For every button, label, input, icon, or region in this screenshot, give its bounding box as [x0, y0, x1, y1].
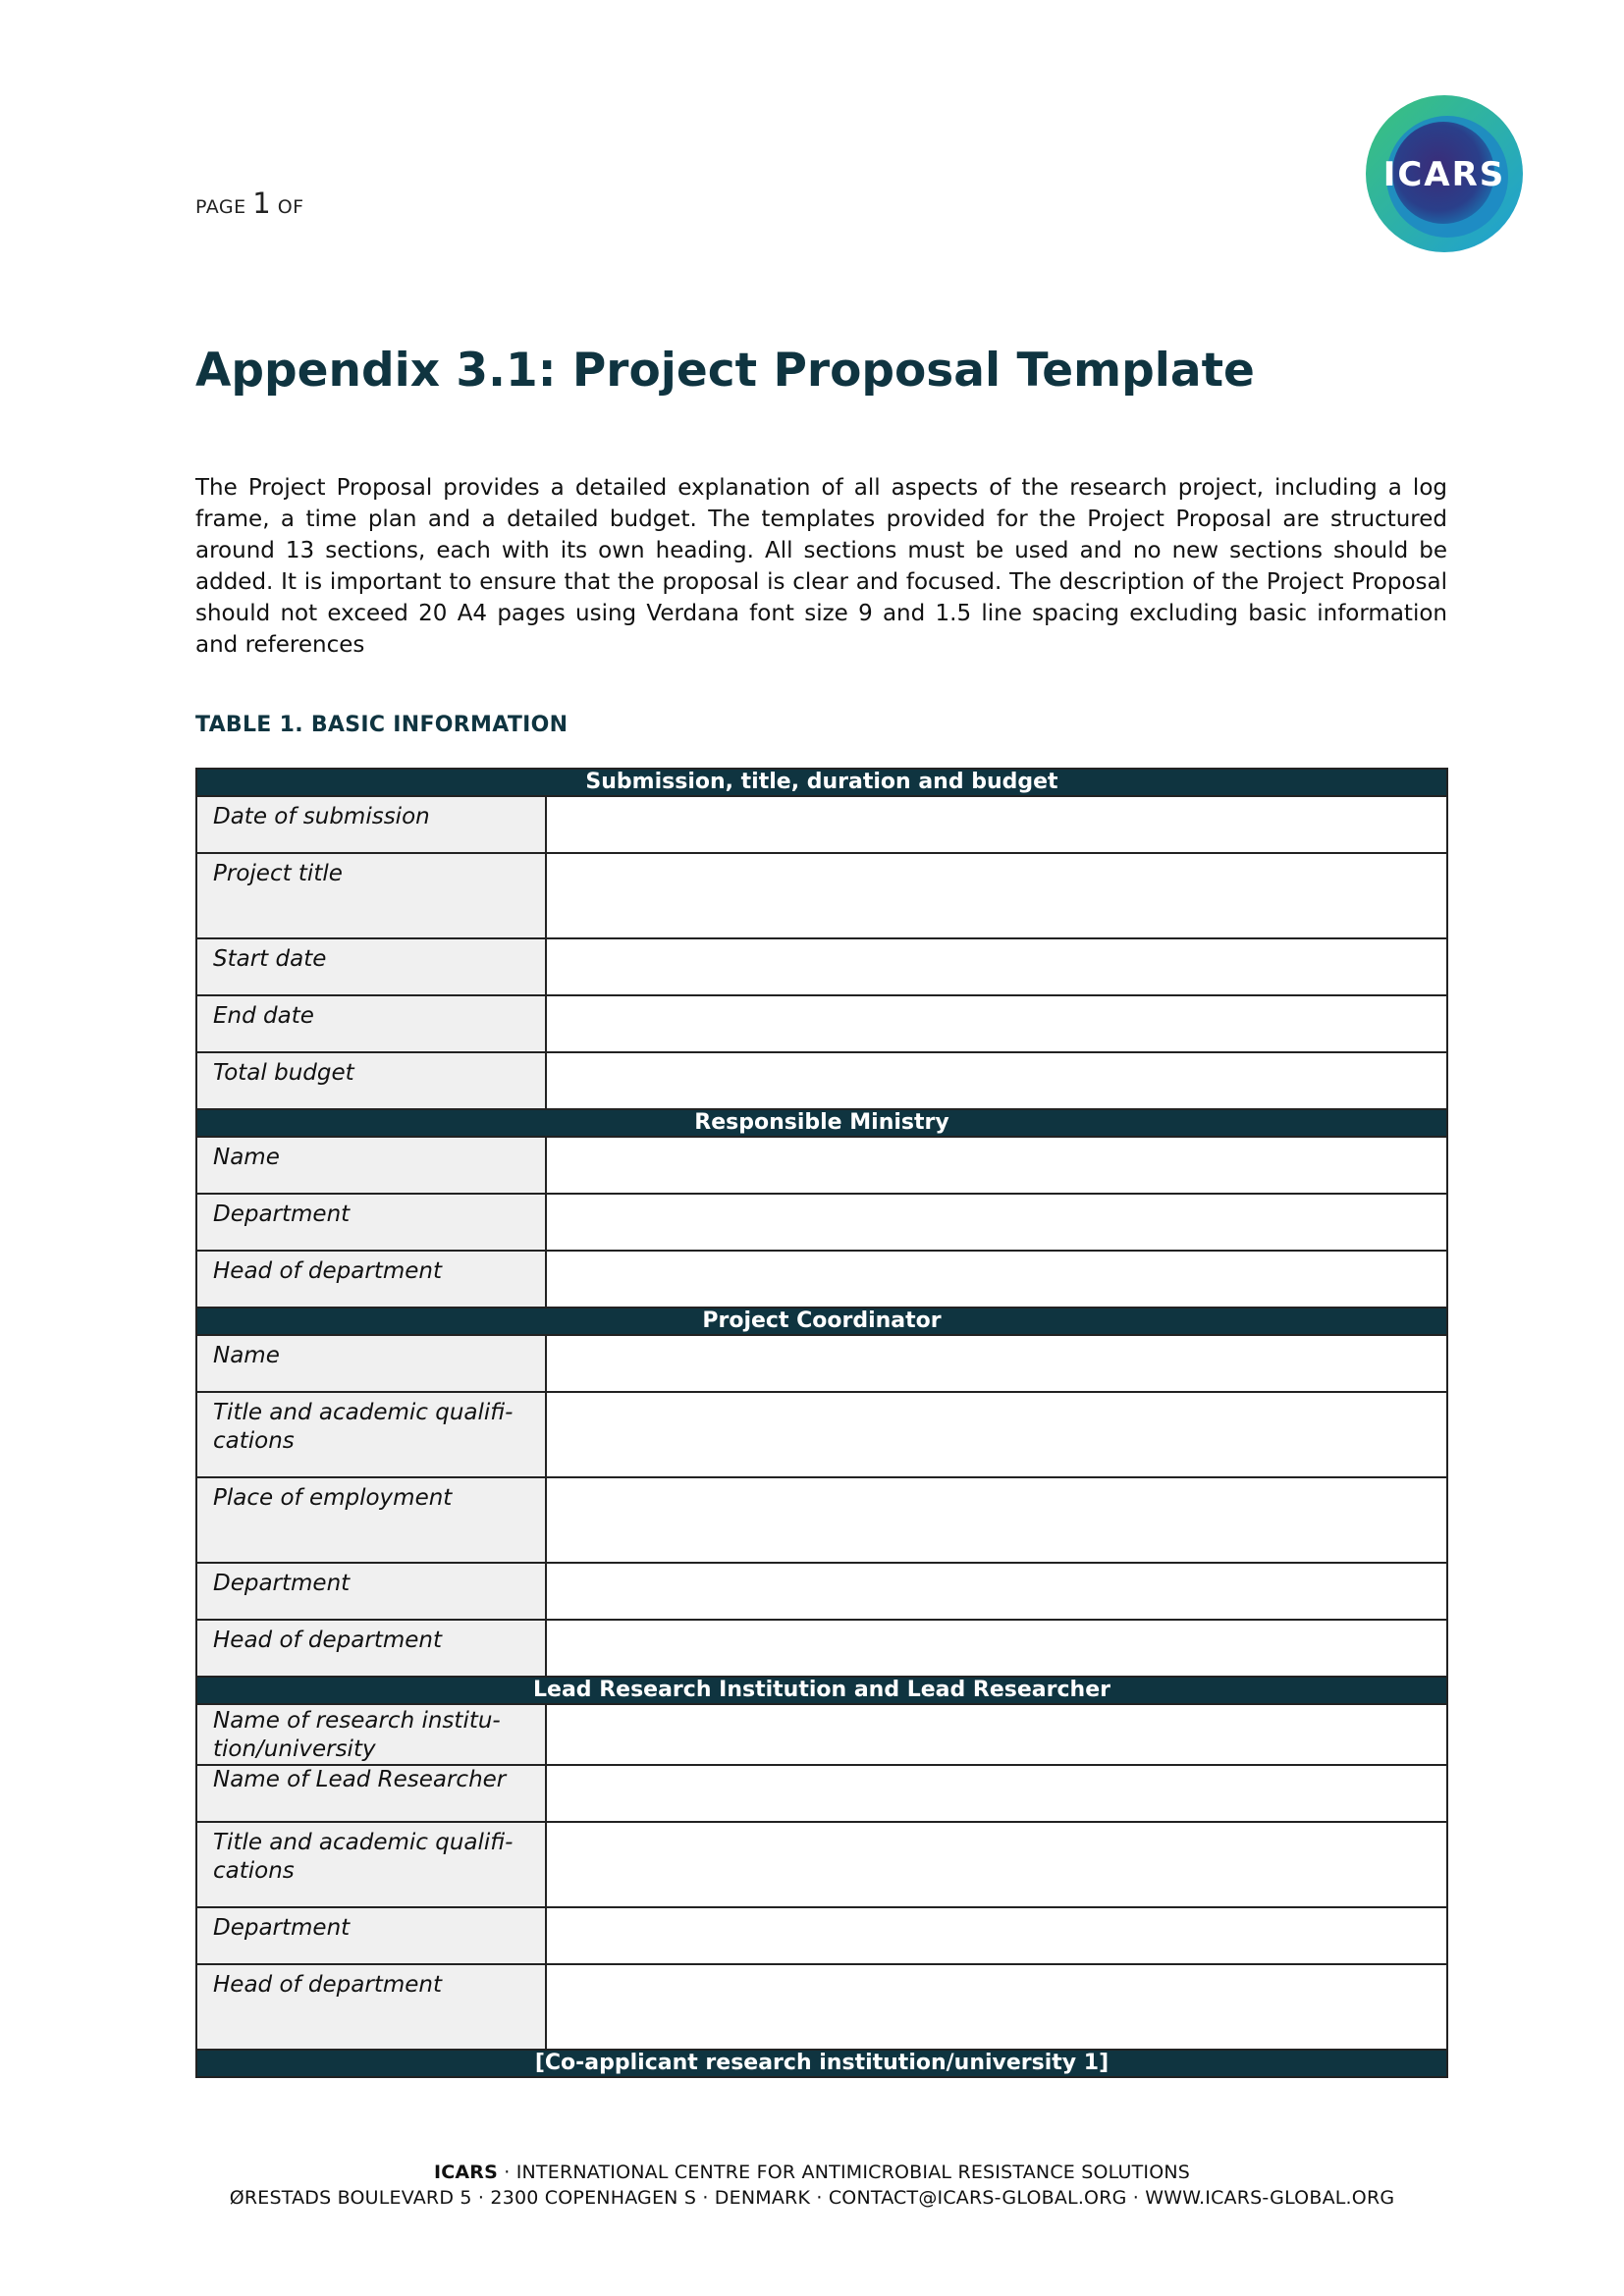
- table-row: [196, 1477, 1447, 1563]
- table-row: [196, 1251, 1447, 1308]
- ministry-name-field[interactable]: [546, 1137, 1447, 1194]
- lead-researcher-department-field[interactable]: [546, 1907, 1447, 1964]
- footer-org-line: [0, 2160, 1624, 2185]
- page-of-label: OF: [277, 196, 304, 216]
- coordinator-qualifications-field[interactable]: [546, 1392, 1447, 1477]
- total-budget-field[interactable]: [546, 1052, 1447, 1109]
- table-row: [196, 1964, 1447, 2050]
- page-number: 1: [252, 187, 272, 216]
- lead-researcher-qualifications-field[interactable]: [546, 1822, 1447, 1907]
- field-label: Name: [196, 1137, 546, 1194]
- page-title: Appendix 3.1: Project Proposal Template: [195, 344, 1255, 398]
- section-header-row: [196, 1109, 1447, 1137]
- section-title: [Co-applicant research institution/university 1]: [196, 2050, 1447, 2077]
- ministry-head-of-department-field[interactable]: [546, 1251, 1447, 1308]
- field-label: Department: [196, 1194, 546, 1251]
- section-header-row: [196, 1308, 1447, 1335]
- section-header-row: [196, 769, 1447, 796]
- coordinator-name-field[interactable]: [546, 1335, 1447, 1392]
- page-footer: [0, 2160, 1624, 2211]
- end-date-field[interactable]: [546, 995, 1447, 1052]
- field-label: Project title: [196, 853, 546, 938]
- field-label: Name of Lead Researcher: [196, 1765, 546, 1822]
- lead-researcher-name-field[interactable]: [546, 1765, 1447, 1822]
- project-title-field[interactable]: [546, 853, 1447, 938]
- basic-information-table: [195, 768, 1448, 2078]
- date-of-submission-field[interactable]: [546, 796, 1447, 853]
- section-header-row: [196, 1677, 1447, 1704]
- section-header-row: [196, 2050, 1447, 2077]
- table-row: [196, 1822, 1447, 1907]
- table-row: [196, 938, 1447, 995]
- page-label: PAGE: [195, 196, 246, 216]
- field-label: Title and academic qualifi-cations: [196, 1822, 546, 1907]
- table-heading: TABLE 1. BASIC INFORMATION: [195, 713, 568, 737]
- research-institution-name-field[interactable]: [546, 1704, 1447, 1765]
- section-title: Responsible Ministry: [196, 1109, 1447, 1137]
- table-row: [196, 1765, 1447, 1822]
- coordinator-head-of-department-field[interactable]: [546, 1620, 1447, 1677]
- field-label: End date: [196, 995, 546, 1052]
- table-row: [196, 1704, 1447, 1765]
- table-row: [196, 1392, 1447, 1477]
- field-label: Head of department: [196, 1620, 546, 1677]
- table-row: [196, 1335, 1447, 1392]
- page-number-header: [195, 187, 304, 216]
- coordinator-department-field[interactable]: [546, 1563, 1447, 1620]
- field-label: Start date: [196, 938, 546, 995]
- section-title: Lead Research Institution and Lead Researcher: [196, 1677, 1447, 1704]
- table-row: [196, 1194, 1447, 1251]
- field-label: Department: [196, 1907, 546, 1964]
- ministry-department-field[interactable]: [546, 1194, 1447, 1251]
- field-label: Department: [196, 1563, 546, 1620]
- field-label: Place of employment: [196, 1477, 546, 1563]
- field-label: Total budget: [196, 1052, 546, 1109]
- table-row: [196, 853, 1447, 938]
- field-label: Name of research institu-tion/university: [196, 1704, 546, 1765]
- footer-address: ØRESTADS BOULEVARD 5 · 2300 COPENHAGEN S · DENMARK · CONTACT@ICARS-GLOBAL.ORG · WWW.ICARS-GLOBAL.ORG: [229, 2187, 1395, 2209]
- table-row: [196, 1137, 1447, 1194]
- icars-logo: [1365, 94, 1524, 253]
- field-label: Name: [196, 1335, 546, 1392]
- section-title: Project Coordinator: [196, 1308, 1447, 1335]
- footer-org-short: ICARS: [433, 2162, 498, 2183]
- section-title: Submission, title, duration and budget: [196, 769, 1447, 796]
- field-label: Head of department: [196, 1964, 546, 2050]
- logo-text: ICARS: [1382, 155, 1506, 194]
- lead-researcher-head-of-department-field[interactable]: [546, 1964, 1447, 2050]
- table-row: [196, 995, 1447, 1052]
- table-row: [196, 796, 1447, 853]
- table-row: [196, 1052, 1447, 1109]
- table-row: [196, 1907, 1447, 1964]
- footer-org-full: · INTERNATIONAL CENTRE FOR ANTIMICROBIAL RESISTANCE SOLUTIONS: [498, 2162, 1191, 2183]
- coordinator-employment-field[interactable]: [546, 1477, 1447, 1563]
- table-row: [196, 1563, 1447, 1620]
- start-date-field[interactable]: [546, 938, 1447, 995]
- table-row: [196, 1620, 1447, 1677]
- field-label: Head of department: [196, 1251, 546, 1308]
- field-label: Date of submission: [196, 796, 546, 853]
- intro-paragraph: The Project Proposal provides a detailed explanation of all aspects of the research project, including a log frame, a time plan and a detailed budget. The templates provided for the Project Proposal are structured around 13 sections, each with its own heading. All sections must be used and no new sections should be added. It is important to ensure that the proposal is clear and focused. The description of the Project Proposal should not exceed 20 A4 pages using Verdana font size 9 and 1.5 line spacing excluding basic information and references: [195, 475, 1447, 658]
- field-label: Title and academic qualifi-cations: [196, 1392, 546, 1477]
